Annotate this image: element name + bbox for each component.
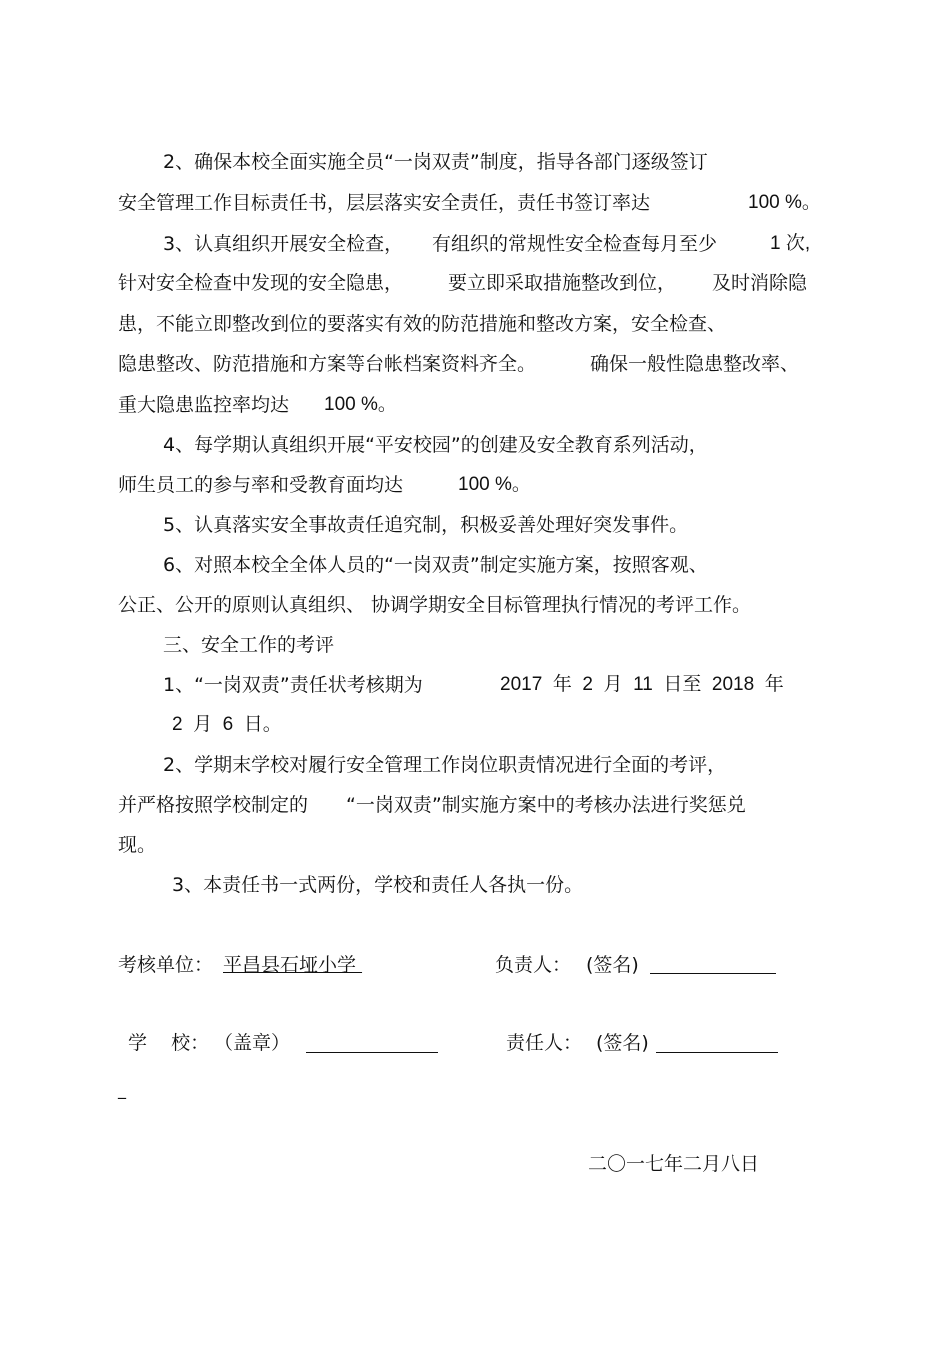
school-label: 学 校： (128, 1032, 210, 1054)
item2-rate: 100 %。 (748, 192, 821, 213)
item3-line5a: 重大隐患监控率均达 (118, 394, 290, 416)
item4-line2a: 师生员工的参与率和受教育面均达 (118, 474, 404, 496)
item2-line2: 安全管理工作目标责任书，层层落实安全责任，责任书签订率达 (118, 192, 651, 214)
s3-item2-line2a: 并严格按照学校制定的 (118, 794, 309, 816)
document-date: 二〇一七年二月八日 (588, 1153, 760, 1175)
s3-item3-line1: 3、本责任书一式两份，学校和责任人各执一份。 (172, 874, 584, 896)
item3-line1a: 3、认真组织开展安全检查， (163, 233, 404, 255)
item3-line2a: 针对安全检查中发现的安全隐患， (118, 272, 404, 294)
item5-line1: 5、认真落实安全事故责任追究制，积极妥善处理好突发事件。 (163, 514, 689, 536)
school-seal-line (306, 1052, 438, 1053)
item6-line2: 公正、公开的原则认真组织、 协调学期安全目标管理执行情况的考评工作。 (118, 594, 752, 616)
s3-item2-line2b: “一岗双责”制实施方案中的考核办法进行奖惩兑 (346, 794, 746, 816)
leader-label: 负责人： (495, 954, 572, 976)
leader-sign: (签名) (586, 954, 639, 976)
item3-line4b: 确保一般性隐患整改率、 (590, 353, 800, 375)
s3-item1-line1a: 1、“一岗双责”责任状考核期为 (163, 674, 423, 696)
item3-line1c: 1 次, (770, 233, 811, 254)
person-sign-line (656, 1052, 778, 1053)
s3-item2-line3: 现。 (118, 834, 157, 856)
person-label: 责任人： (506, 1032, 583, 1054)
s3-item1-line1b: 2017 年 2 月 11 日至 2018 年 (500, 674, 784, 695)
stray-mark: _ (118, 1080, 126, 1099)
leader-sign-line (650, 973, 776, 974)
item2-line1: 2、确保本校全面实施全员“一岗双责”制度，指导各部门逐级签订 (163, 151, 708, 173)
item4-line2b: 100 %。 (458, 474, 531, 495)
school-seal: （盖章） (214, 1032, 291, 1054)
item3-line4a: 隐患整改、防范措施和方案等台帐档案资料齐全。 (118, 353, 537, 375)
unit-label: 考核单位： (118, 954, 214, 976)
s3-item1-line2: 2 月 6 日。 (172, 714, 282, 735)
section3-heading: 三、安全工作的考评 (163, 634, 335, 656)
person-sign: (签名) (596, 1032, 649, 1054)
s3-item2-line1: 2、学期末学校对履行安全管理工作岗位职责情况进行全面的考评， (163, 754, 727, 776)
item6-line1: 6、对照本校全全体人员的“一岗双责”制定实施方案，按照客观、 (163, 554, 708, 576)
item3-line3: 患，不能立即整改到位的要落实有效的防范措施和整改方案，安全检查、 (118, 313, 727, 335)
item4-line1: 4、每学期认真组织开展“平安校园”的创建及安全教育系列活动， (163, 434, 708, 456)
item3-line2b: 要立即采取措施整改到位， (448, 272, 677, 294)
item3-line2c: 及时消除隐 (712, 272, 808, 294)
item3-line1b: 有组织的常规性安全检查每月至少 (432, 233, 718, 255)
item3-line5b: 100 %。 (324, 394, 397, 415)
unit-value: 平昌县石垭小学 (223, 954, 363, 976)
